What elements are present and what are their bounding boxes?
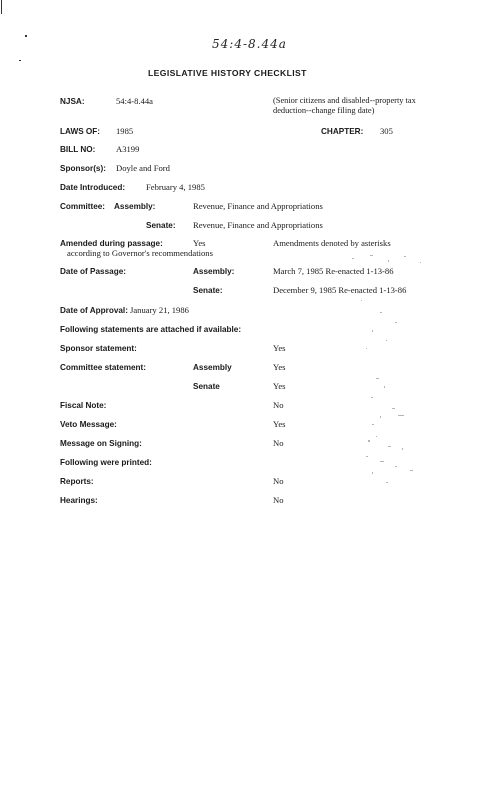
laws-of-value: 1985 [116,126,134,136]
handwritten-reference: 54:4-8.44a [212,37,287,51]
committee-statement-assembly-label: Assembly [193,363,232,372]
committee-statement-label: Committee statement: [60,363,146,372]
hearings-label: Hearings: [60,496,98,505]
committee-senate-value: Revenue, Finance and Appropriations [193,220,323,230]
reports-label: Reports: [60,477,94,486]
following-attached-heading: Following statements are attached if available: [60,325,242,334]
committee-statement-senate-value: Yes [273,381,286,391]
bill-no-value: A3199 [116,144,140,154]
committee-assembly-label: Assembly: [114,202,156,211]
laws-of-label: LAWS OF: [60,127,101,136]
njsa-description: (Senior citizens and disabled--property tax deduction--change filing date) [273,96,416,115]
amended-value: Yes [193,238,206,248]
message-on-signing-value: No [273,438,284,448]
date-of-approval-value: January 21, 1986 [130,305,189,315]
veto-message-value: Yes [273,419,286,429]
fiscal-note-value: No [273,400,284,410]
date-introduced-label: Date Introduced: [60,183,126,192]
sponsors-value: Doyle and Ford [116,163,170,173]
amended-label: Amended during passage: [60,239,163,248]
date-introduced-value: February 4, 1985 [146,182,205,192]
amended-subnote: according to Governor's recommendations [67,248,213,258]
committee-label: Committee: [60,202,106,211]
scan-speck [25,35,27,37]
date-of-passage-label: Date of Passage: [60,267,126,276]
reports-value: No [273,476,284,486]
committee-senate-label: Senate: [146,221,176,230]
sponsors-label: Sponsor(s): [60,164,106,173]
amended-note: Amendments denoted by asterisks [273,238,391,248]
committee-statement-senate-label: Senate [193,382,220,391]
page-title: LEGISLATIVE HISTORY CHECKLIST [148,68,307,78]
sponsor-statement-label: Sponsor statement: [60,344,137,353]
message-on-signing-label: Message on Signing: [60,439,142,448]
fiscal-note-label: Fiscal Note: [60,401,107,410]
veto-message-label: Veto Message: [60,420,117,429]
njsa-value: 54:4-8.44a [116,96,153,106]
date-of-approval-label: Date of Approval: [60,306,128,315]
passage-assembly-label: Assembly: [193,267,235,276]
hearings-value: No [273,495,284,505]
njsa-label: NJSA: [60,97,85,106]
passage-assembly-value: March 7, 1985 Re-enacted 1-13-86 [273,266,394,276]
scan-edge-mark [1,0,2,14]
passage-senate-value: December 9, 1985 Re-enacted 1-13-86 [273,285,407,295]
bill-no-label: BILL NO: [60,145,96,154]
chapter-label: CHAPTER: [321,127,364,136]
scan-speck [19,60,21,61]
following-printed-heading: Following were printed: [60,458,152,467]
committee-statement-assembly-value: Yes [273,362,286,372]
passage-senate-label: Senate: [193,286,223,295]
chapter-value: 305 [380,126,393,136]
sponsor-statement-value: Yes [273,343,286,353]
committee-assembly-value: Revenue, Finance and Appropriations [193,201,323,211]
